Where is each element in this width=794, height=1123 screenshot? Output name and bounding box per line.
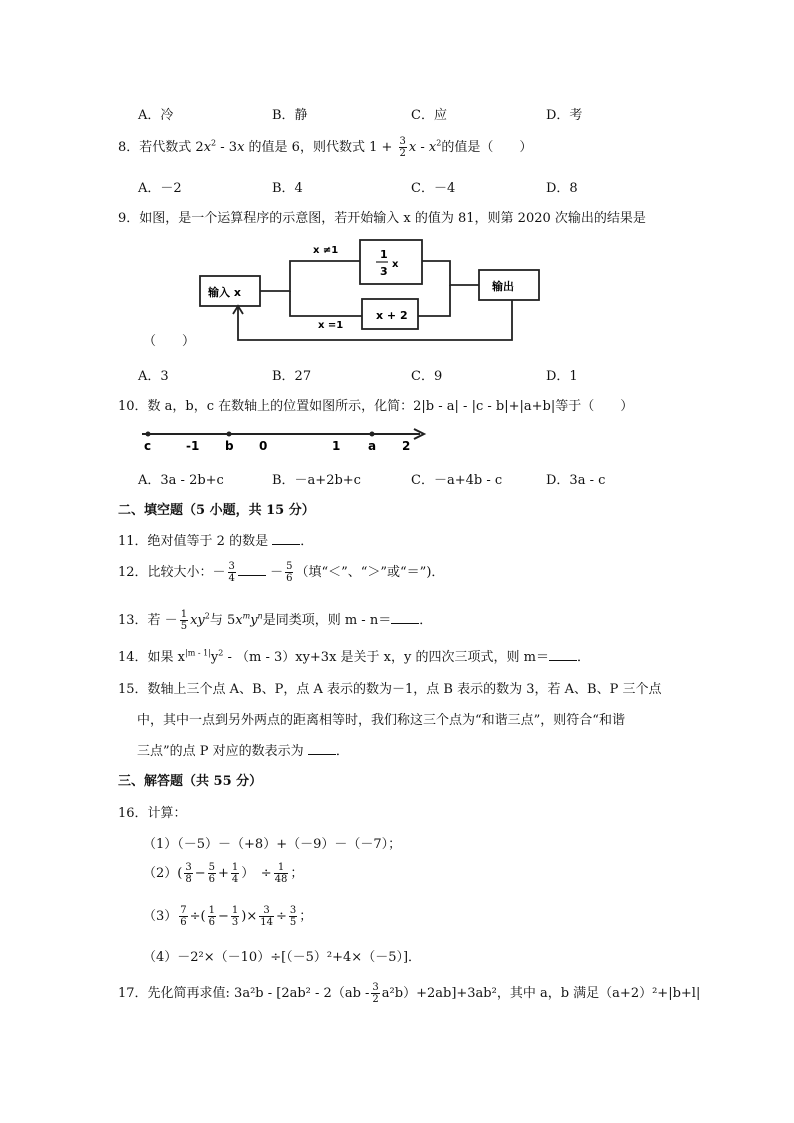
axis-label-c: c [144,439,152,453]
top-box-variable: x [392,259,399,270]
q8-option-b: B．4 [272,181,303,196]
question-15-line-1: 15．数轴上三个点 A、B、P，点 A 表示的数为－1，点 B 表示的数为 3，若 A、B、P 三个点 [118,682,662,697]
q9-option-b: B．27 [272,369,312,384]
q7-option-d: D．考 [546,108,583,123]
question-16-title: 16．计算： [118,806,187,821]
axis-label-2: 2 [402,439,411,453]
top-box-denominator: 3 [380,265,388,278]
q8-prefix: 8．若代数式 2 [118,140,204,155]
axis-label-1: 1 [332,439,341,453]
q10-option-d: D．3a - c [546,473,606,488]
axis-label-b: b [225,439,234,453]
number-line [138,422,430,456]
flowchart-diagram [190,236,560,344]
question-14: 14．如果 $x^{|m - 1|}y^2 - (m - 3)xy+3x$ 是关于 x，y 的四次三项式，则 m＝ ． [118,648,590,665]
question-13: 13．若 － $\frac{1}{5}$ $xy^2$与 $5x^my^n$是同类项，则 m - n＝ ． [118,609,433,632]
q12-fraction-2: $\frac{5}{6}$ [286,561,293,584]
q12-blank [238,563,266,576]
q12-fraction-1: $\frac{3}{4}$ [228,561,235,584]
q8-option-a: A．－2 [138,181,182,196]
question-15-line-2: 中，其中一点到另外两点的距离相等时，我们称这三个点为“和谐三点”，则符合“和谐 [137,713,625,728]
q10-option-a: A．3a - 2b+c [138,473,224,488]
bottom-box-label: x + 2 [376,309,408,322]
question-16-part-1: （1）（－5）－（+8）+（－9）－（－7）； [143,837,402,852]
section-3-heading: 三、解答题（共 55 分） [118,774,263,789]
bottom-condition: x =1 [318,320,344,331]
q11-blank [272,532,300,545]
q9-option-c: C．9 [411,369,443,384]
q14-blank [549,648,577,661]
question-11: 11．绝对值等于 2 的数是 ． [118,534,314,549]
output-label: 输出 [492,280,514,293]
question-16-part-2: （2）( $\frac{3}{8}$ − $\frac{5}{6}$ + $\frac{1}{4}$ ） ÷ $\frac{1}{48}$ ； [143,862,304,885]
q13-blank [391,611,419,624]
q17-fraction: $\frac{3}{2}$ [372,982,379,1005]
question-15-line-3: 三点”的点 P 对应的数表示为 ． [137,744,349,759]
q9-paren: （ ） [143,334,196,349]
question-16-part-3: （3） $\frac{7}{6}$ ÷( $\frac{1}{6}$ − $\frac{1}{3}$ )× $\frac{3}{14}$ ÷ $\frac{3}{5}$ ； [143,905,313,928]
q8-fraction: $\frac{3}{2}$ [399,136,406,159]
top-operation-box [360,240,422,284]
question-17: 17．先化简再求值: 3a²b - [2ab² - 2（ab - $\frac{3}{2}$ a²b）+2ab]+3ab²，其中 a，b 满足（a+2）²+|b+l| [118,982,701,1005]
q7-option-b: B．静 [272,108,308,123]
q7-option-c: C．应 [411,108,447,123]
question-16-part-4: （4）－2²×（－10）÷[（－5）²+4×（－5）]． [143,950,422,965]
q8-option-d: D．8 [546,181,578,196]
question-8: 8．若代数式 $2x^2 - 3x$ 的值是 6，则代数式 1 + $\frac{3}{2}$ x - $x^2$的值是（ ） [118,136,533,159]
q8-option-c: C．－4 [411,181,456,196]
axis-label-neg1: -1 [186,439,200,453]
q9-option-d: D．1 [546,369,578,384]
top-condition: x ≠1 [313,245,339,256]
q7-option-a: A．冷 [138,108,174,123]
q8-mid1: 的值是 6，则代数式 1 + [248,140,393,155]
axis-label-a: a [368,439,377,453]
q10-option-c: C．－a+4b - c [411,473,503,488]
question-10: 10．数 a，b，c 在数轴上的位置如图所示，化简：2|b - a| - |c - b|+|a+b|等于（ ） [118,399,634,414]
question-12: 12．比较大小：－ $\frac{3}{4}$ － $\frac{5}{6}$ （填“＜”、“＞”或“＝”)． [118,561,445,584]
q8-mid2: 的值是（ ） [441,140,533,155]
section-2-heading: 二、填空题（5 小题，共 15 分） [118,503,315,518]
top-box-numerator: 1 [380,248,388,261]
input-label: 输入 x [208,286,241,299]
q9-option-a: A．3 [138,369,169,384]
q15-blank [308,742,336,755]
q10-option-b: B．－a+2b+c [272,473,361,488]
axis-label-0: 0 [259,439,268,453]
q13-fraction: $\frac{1}{5}$ [180,609,188,632]
question-9: 9．如图，是一个运算程序的示意图，若开始输入 x 的值为 81，则第 2020 次输出的结果是 [118,211,646,226]
